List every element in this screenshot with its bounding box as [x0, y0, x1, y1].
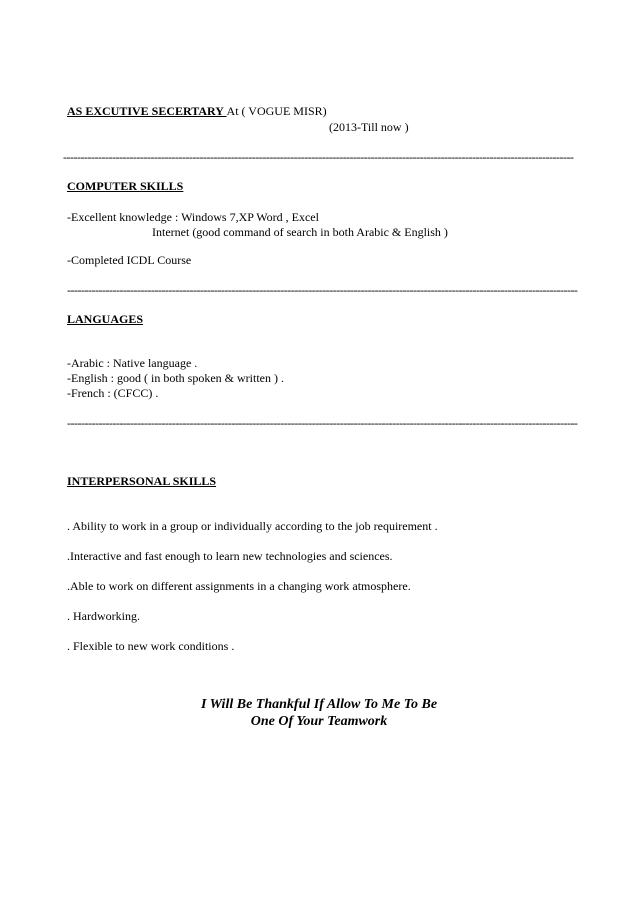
interpersonal-item: . Ability to work in a group or individually according to the job requirement . — [67, 519, 438, 533]
language-item: -English : good ( in both spoken & written ) . — [67, 371, 284, 385]
interpersonal-item: . Hardworking. — [67, 609, 140, 623]
language-item: -Arabic : Native language . — [67, 356, 198, 370]
closing-line-1: I Will Be Thankful If Allow To Me To Be — [200, 697, 438, 712]
closing-line-2: One Of Your Teamwork — [250, 714, 388, 729]
computer-skills-line-3: -Completed ICDL Course — [67, 253, 192, 267]
interpersonal-item: .Able to work on different assignments in a changing work atmosphere. — [67, 579, 411, 593]
interpersonal-item: .Interactive and fast enough to learn new technologies and sciences. — [67, 549, 393, 563]
divider-1: -------------------------------------------------------------------------------------------------------------------------------------------------- — [63, 150, 574, 164]
languages-heading: LANGUAGES — [67, 312, 144, 326]
interpersonal-heading: INTERPERSONAL SKILLS — [67, 474, 217, 488]
job-company: At ( VOGUE MISR) — [226, 104, 327, 118]
computer-skills-line-2: Internet (good command of search in both Arabic & English ) — [152, 225, 448, 239]
job-line — [67, 104, 327, 118]
divider-3: -------------------------------------------------------------------------------------------------------------------------------------------------- — [67, 416, 578, 430]
computer-skills-heading: COMPUTER SKILLS — [67, 179, 184, 193]
interpersonal-item: . Flexible to new work conditions . — [67, 639, 235, 653]
computer-skills-line-1: -Excellent knowledge : Windows 7,XP Word , Excel — [67, 210, 319, 224]
language-item: -French : (CFCC) . — [67, 386, 159, 400]
job-title: AS EXCUTIVE SECERTARY — [67, 104, 227, 118]
job-period: (2013-Till now ) — [329, 120, 409, 134]
divider-2: -------------------------------------------------------------------------------------------------------------------------------------------------- — [67, 283, 578, 297]
